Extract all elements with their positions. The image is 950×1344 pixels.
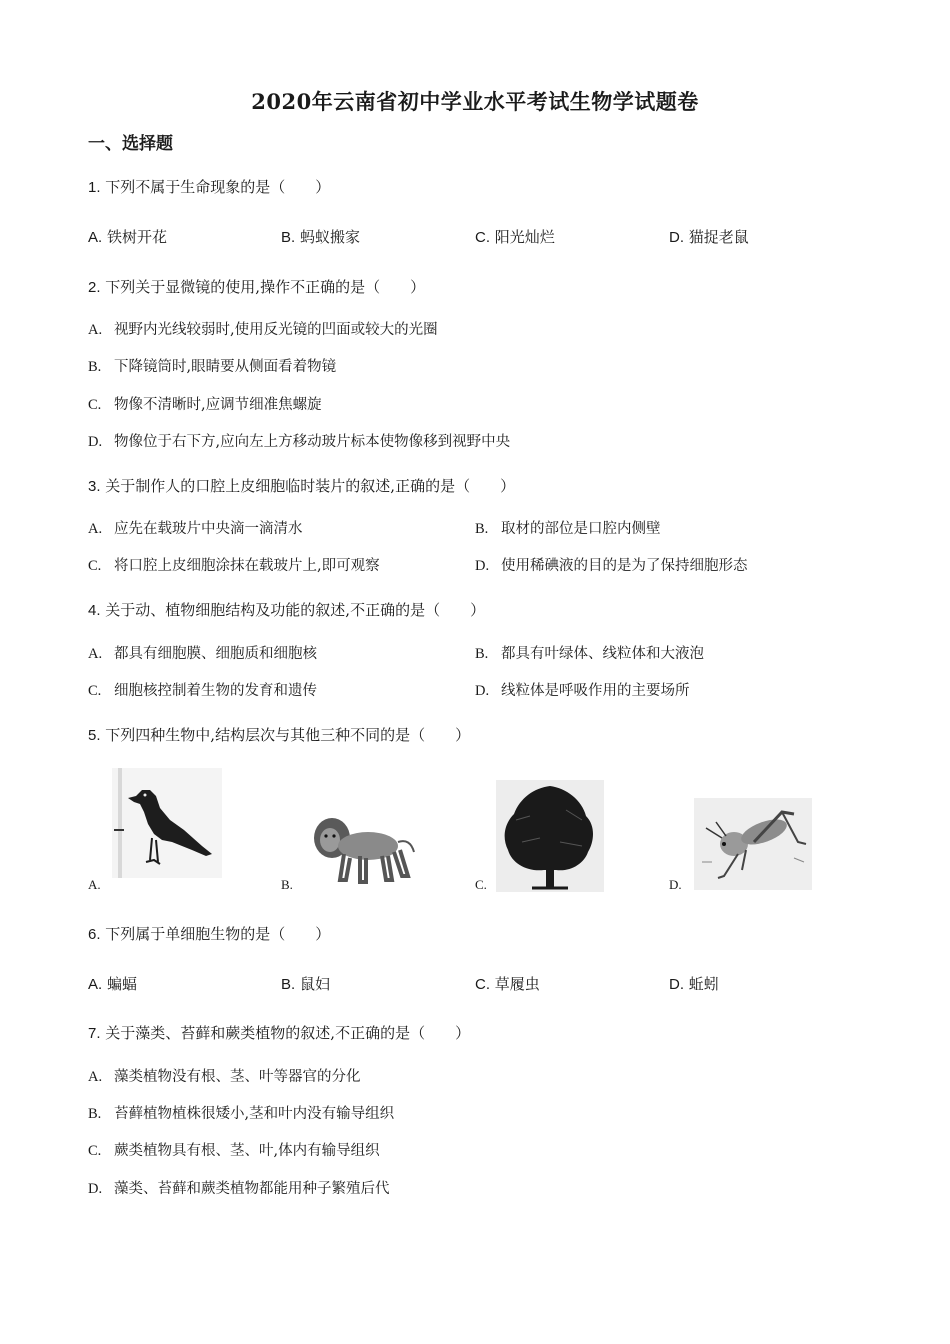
option-letter: C. [88,683,102,699]
option-b [88,1102,394,1123]
option-letter: D. [88,1181,103,1197]
option-a [88,226,167,247]
option-a [88,642,317,663]
question-5 [88,724,470,745]
option-letter: C. [88,558,102,574]
bird-image [112,768,222,878]
option-text: 下降镜筒时,眼睛要从侧面看着物镜 [114,359,337,375]
question-stem: 下列不属于生命现象的是（ ） [105,178,331,196]
question-number: 3. [88,478,101,495]
question-stem: 关于制作人的口腔上皮细胞临时装片的叙述,正确的是（ ） [105,477,516,495]
question-stem: 下列四种生物中,结构层次与其他三种不同的是（ ） [105,726,471,744]
question-6 [88,923,330,944]
option-c [475,226,555,247]
option-letter: B. [475,521,489,537]
option-text: 物像位于右下方,应向左上方移动玻片标本使物像移到视野中央 [114,434,511,450]
option-text: 阳光灿烂 [494,228,555,246]
option-text: 使用稀碘液的目的是为了保持细胞形态 [501,558,748,574]
option-letter: A. [88,646,103,662]
option-letter: B. [88,1106,102,1122]
question-4 [88,599,485,620]
option-text: 蕨类植物具有根、茎、叶,体内有输导组织 [114,1143,380,1159]
option-c [475,973,540,994]
option-letter: D. [669,229,684,246]
question-3 [88,475,515,496]
option-text: 草履虫 [494,975,540,993]
option-letter: B. [281,976,296,993]
option-letter: A. [88,521,103,537]
option-text: 苔藓植物植株很矮小,茎和叶内没有输导组织 [114,1106,395,1122]
image-label-d: D. [669,877,682,892]
question-number: 2. [88,279,101,296]
option-letter: B. [88,359,102,375]
lion-image [306,808,416,888]
option-c [88,679,317,700]
option-text: 将口腔上皮细胞涂抹在载玻片上,即可观察 [114,558,380,574]
grasshopper-image [694,798,812,890]
image-label-a: A. [88,877,101,892]
option-d [88,430,510,451]
question-number: 5. [88,727,101,744]
question-number: 6. [88,926,101,943]
question-stem: 下列属于单细胞生物的是（ ） [105,925,331,943]
question-stem: 下列关于显微镜的使用,操作不正确的是（ ） [105,278,426,296]
option-b [475,642,704,663]
option-d [475,554,748,575]
option-text: 应先在载玻片中央滴一滴清水 [114,521,303,537]
option-d [475,679,690,700]
option-b [88,355,336,376]
option-text: 取材的部位是口腔内侧壁 [501,521,661,537]
option-d [669,226,749,247]
option-c [88,393,322,414]
option-b [281,226,360,247]
option-text: 都具有叶绿体、线粒体和大液泡 [501,646,704,662]
option-text: 线粒体是呼吸作用的主要场所 [501,683,690,699]
option-text: 藻类、苔藓和蕨类植物都能用种子繁殖后代 [114,1181,390,1197]
option-a [88,1065,361,1086]
question-number: 7. [88,1025,101,1042]
image-label-c: C. [475,877,487,892]
option-text: 都具有细胞膜、细胞质和细胞核 [114,646,317,662]
option-text: 物像不清晰时,应调节细准焦螺旋 [114,397,322,413]
option-letter: A. [88,322,103,338]
option-c [88,554,380,575]
option-letter: A. [88,976,103,993]
option-text: 鼠妇 [299,975,330,993]
option-text: 蚂蚁搬家 [299,228,360,246]
option-text: 蝙蝠 [106,975,137,993]
tree-image [496,780,604,892]
option-letter: B. [281,229,296,246]
option-text: 猫捉老鼠 [688,228,749,246]
option-letter: D. [475,558,490,574]
question-stem: 关于动、植物细胞结构及功能的叙述,不正确的是（ ） [105,601,486,619]
option-b [475,517,661,538]
option-text: 蚯蚓 [688,975,719,993]
option-text: 藻类植物没有根、茎、叶等器官的分化 [114,1069,361,1085]
option-text: 细胞核控制着生物的发育和遗传 [114,683,317,699]
option-d [88,1177,390,1198]
option-b [281,973,330,994]
option-letter: D. [88,434,103,450]
option-letter: D. [475,683,490,699]
option-text: 铁树开花 [106,228,167,246]
option-c [88,1139,380,1160]
option-text: 视野内光线较弱时,使用反光镜的凹面或较大的光圈 [114,322,438,338]
option-d [669,973,719,994]
option-a [88,973,137,994]
option-a [88,517,303,538]
option-letter: C. [475,976,490,993]
option-a [88,318,438,339]
option-letter: A. [88,1069,103,1085]
question-2 [88,276,425,297]
option-letter: B. [475,646,489,662]
question-7 [88,1022,470,1043]
section-heading: 一、选择题 [88,134,173,154]
page-title: 2020年云南省初中学业水平考试生物学试题卷 [251,89,699,114]
option-letter: A. [88,229,103,246]
option-letter: C. [88,1143,102,1159]
question-1 [88,176,330,197]
question-stem: 关于藻类、苔藓和蕨类植物的叙述,不正确的是（ ） [105,1024,471,1042]
option-letter: C. [88,397,102,413]
image-label-b: B. [281,877,293,892]
question-number: 4. [88,602,101,619]
option-letter: C. [475,229,490,246]
option-letter: D. [669,976,684,993]
question-number: 1. [88,179,101,196]
